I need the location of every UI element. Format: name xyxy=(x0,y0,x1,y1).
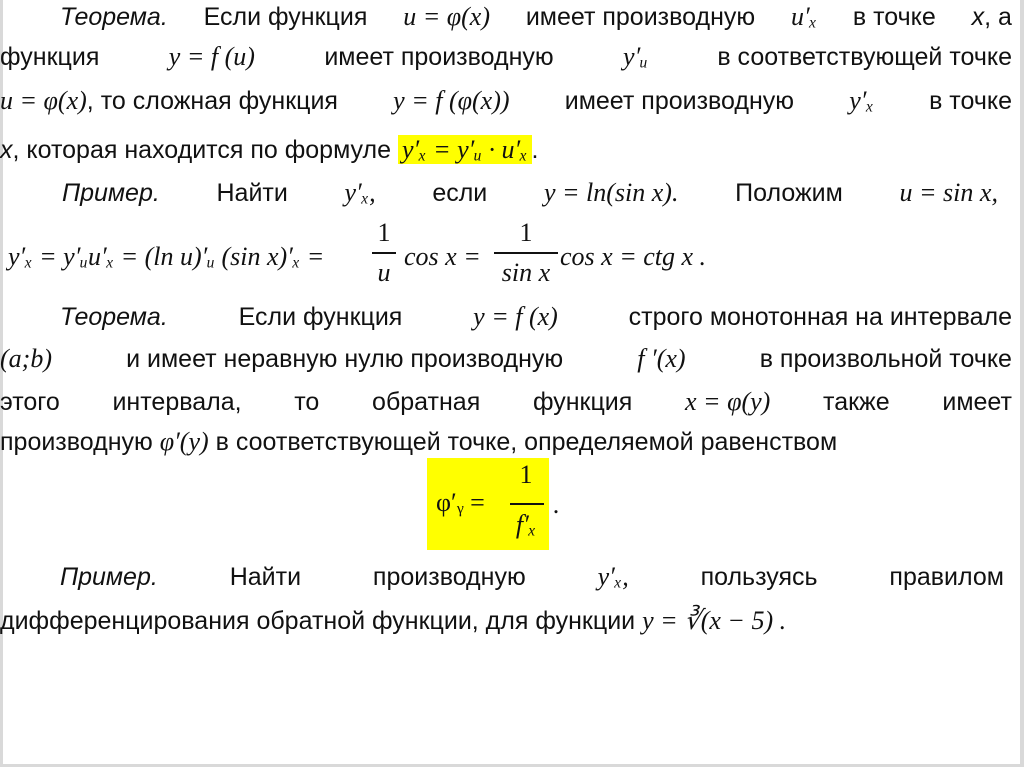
text: и имеет неравную нулю производную xyxy=(126,345,564,373)
text: в произвольной точке xyxy=(759,345,1012,373)
text: функция xyxy=(0,43,100,71)
text: пользуясь xyxy=(700,563,818,591)
text: в соответствующей точке xyxy=(717,43,1012,71)
frac2-denominator: sin x xyxy=(501,258,551,287)
text: производную xyxy=(372,563,526,591)
formula-f-prime-x: f ′(x) xyxy=(637,344,686,373)
var-x: x xyxy=(971,3,985,31)
text: Положим xyxy=(735,179,843,207)
text: имеет производную xyxy=(564,87,795,115)
text: правилом xyxy=(889,563,1004,591)
formula-y-cube-root: y = ∛(x − 5) . xyxy=(642,606,787,635)
text: Если функция xyxy=(238,303,403,331)
highlighted-chain-rule-formula: y′ₓ = y′ᵤ · u′ₓ xyxy=(398,135,532,164)
inverse-frac-bar xyxy=(510,503,544,505)
example2-term: Пример. xyxy=(60,563,158,591)
inverse-frac-denominator: f′ₓ xyxy=(515,510,537,539)
formula-y-f-x: y = f (x) xyxy=(473,302,558,331)
text: имеет производную xyxy=(525,3,756,31)
frac1-denominator: u xyxy=(377,258,391,287)
text: Если функция xyxy=(203,3,368,31)
formula-y-prime-x: y′ₓ, xyxy=(344,178,376,207)
text: то xyxy=(294,388,320,416)
right-border xyxy=(1020,0,1024,767)
formula-y-prime-x: y′ₓ, xyxy=(597,562,629,591)
example2-line-2 xyxy=(0,604,1012,638)
example1-line-1 xyxy=(62,176,998,210)
text: в точке xyxy=(852,3,936,31)
formula-period: . xyxy=(552,490,560,519)
formula-u-sin-x: u = sin x, xyxy=(899,178,998,207)
text: Найти xyxy=(216,179,288,207)
formula-x-phi-y: x = φ(y) xyxy=(685,387,771,416)
theorem1-line-1 xyxy=(60,0,1012,34)
text: , то сложная функция xyxy=(86,87,338,115)
text: если xyxy=(432,179,488,207)
frac2-bar xyxy=(494,252,558,254)
formula-u-phi-x: u = φ(x) xyxy=(403,2,490,31)
formula-y-f-u: y = f (u) xyxy=(168,42,255,71)
text: имеет xyxy=(942,388,1012,416)
theorem1-line-4 xyxy=(0,133,1012,167)
formula-phi-prime-y: φ′(y) xyxy=(159,427,209,456)
frac2-numerator: 1 xyxy=(519,218,533,247)
text: строго монотонная на интервале xyxy=(628,303,1012,331)
theorem2-line-1 xyxy=(60,300,1012,334)
formula-y-f-phi-x: y = f (φ(x)) xyxy=(393,86,510,115)
text: обратная xyxy=(372,388,481,416)
cos-part-2 xyxy=(560,240,706,274)
theorem1-line-2 xyxy=(0,40,1012,74)
theorem2-line-4 xyxy=(0,425,1012,459)
text: функция xyxy=(532,388,633,416)
var-x: x xyxy=(0,136,13,164)
theorem1-line-3 xyxy=(0,84,1012,118)
text: , которая находится по формуле xyxy=(12,136,391,164)
frac1-numerator: 1 xyxy=(377,218,391,247)
example1-term: Пример. xyxy=(62,179,160,207)
text: , а xyxy=(984,3,1012,31)
text: дифференцирования обратной функции, для функции xyxy=(0,607,636,635)
text: интервала, xyxy=(112,388,242,416)
text: имеет производную xyxy=(324,43,554,71)
formula-y-prime-u: y′ᵤ xyxy=(623,42,648,71)
text: в соответствующей точке, определяемой равенством xyxy=(215,428,838,456)
theorem2-line-3 xyxy=(0,385,1012,419)
formula-cos-ctg: cos x = ctg x . xyxy=(560,242,707,271)
text: . xyxy=(531,136,539,164)
text: производную xyxy=(0,428,153,456)
theorem2-term: Теорема. xyxy=(60,303,168,331)
frac1-bar xyxy=(372,252,396,254)
formula-phi-prime-y-lhs: φ′ᵧ = xyxy=(436,488,485,517)
formula-y-ln-sin-x: y = ln(sin x). xyxy=(543,178,679,207)
example2-line-1 xyxy=(60,560,1004,594)
text: также xyxy=(823,388,890,416)
theorem1-term: Теорема. xyxy=(60,3,168,31)
formula-derivative-chain: y′ₓ = y′ᵤu′ₓ = (ln u)′ᵤ (sin x)′ₓ = xyxy=(8,242,325,271)
text: в точке xyxy=(929,87,1012,115)
formula-cos-x: cos x = xyxy=(404,242,481,271)
formula-u-prime-x: u′ₓ xyxy=(790,2,818,31)
text: этого xyxy=(0,388,60,416)
inverse-frac-numerator: 1 xyxy=(519,460,533,489)
formula-interval-a-b: (a;b) xyxy=(0,344,52,373)
text: Найти xyxy=(229,563,302,591)
formula-u-phi-x: u = φ(x) xyxy=(0,86,87,115)
theorem2-line-2 xyxy=(0,342,1012,376)
formula-y-prime-x: y′ₓ xyxy=(849,86,874,115)
cos-part-1 xyxy=(404,240,481,274)
